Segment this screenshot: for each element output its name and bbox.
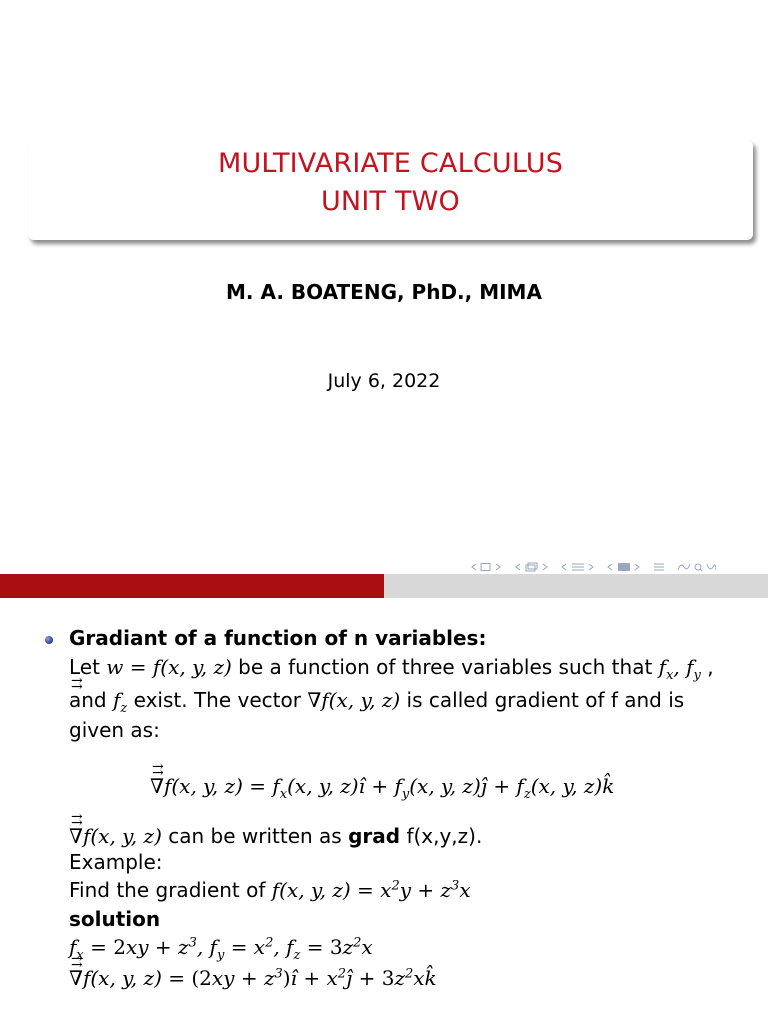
solution-label: solution <box>69 907 161 931</box>
progress-bar-remaining <box>384 574 768 598</box>
nav-appendix-icon[interactable] <box>652 561 666 573</box>
partial-derivatives: $f_x = 2xy + z^3$, $f_y = x^2$, $f_z = 3z^2x$ <box>69 935 373 963</box>
title-line-2: UNIT TWO <box>320 186 461 217</box>
gradient-result: ⇉ ∇f(x, y, $z) = (2xy + z^3)î$ + $x^2ĵ$ + $3z^2xk̂$ <box>69 962 437 994</box>
example-question: Find the gradient of f(x, y, $z) = x^2y + z^3x$ <box>69 878 471 902</box>
section-heading: Gradiant of a function of n variables: <box>69 626 487 650</box>
progress-bar-filled <box>0 574 384 598</box>
author-name: M. A. BOATENG, PhD., MIMA <box>226 280 542 304</box>
nav-section-icon[interactable] <box>560 561 596 573</box>
paragraph-line-1: Let w = f(x, y, z) be a function of three variables such that $f_x$, $f_y$ , <box>69 655 714 683</box>
title-line-1: MULTIVARIATE CALCULUS <box>217 148 564 179</box>
gradient-formula: ⇉ ∇f(x, y, $z) = f_x(x$, y, z)î + $f_y(x$, y, z)ĵ + $f_z(x$, y, z)k̂ <box>150 770 614 802</box>
title-box <box>28 140 753 240</box>
grad-notation-line: ⇉ ∇f(x, y, z) can be written as grad f(x,y,z). <box>69 820 482 852</box>
example-label: Example: <box>69 850 163 874</box>
nav-subsection-icon[interactable] <box>514 561 550 573</box>
bullet-icon <box>45 636 53 644</box>
presentation-date: July 6, 2022 <box>327 370 441 392</box>
paragraph-line-3: given as: <box>69 718 160 742</box>
nav-search-icon[interactable] <box>676 561 716 573</box>
nav-document-icon[interactable] <box>606 561 642 573</box>
paragraph-line-2: and $f_z$ exist. The vector ⇉ ∇f(x, y, z) is called gradient of f and is <box>69 684 684 716</box>
nav-frame-icon[interactable] <box>470 561 504 573</box>
